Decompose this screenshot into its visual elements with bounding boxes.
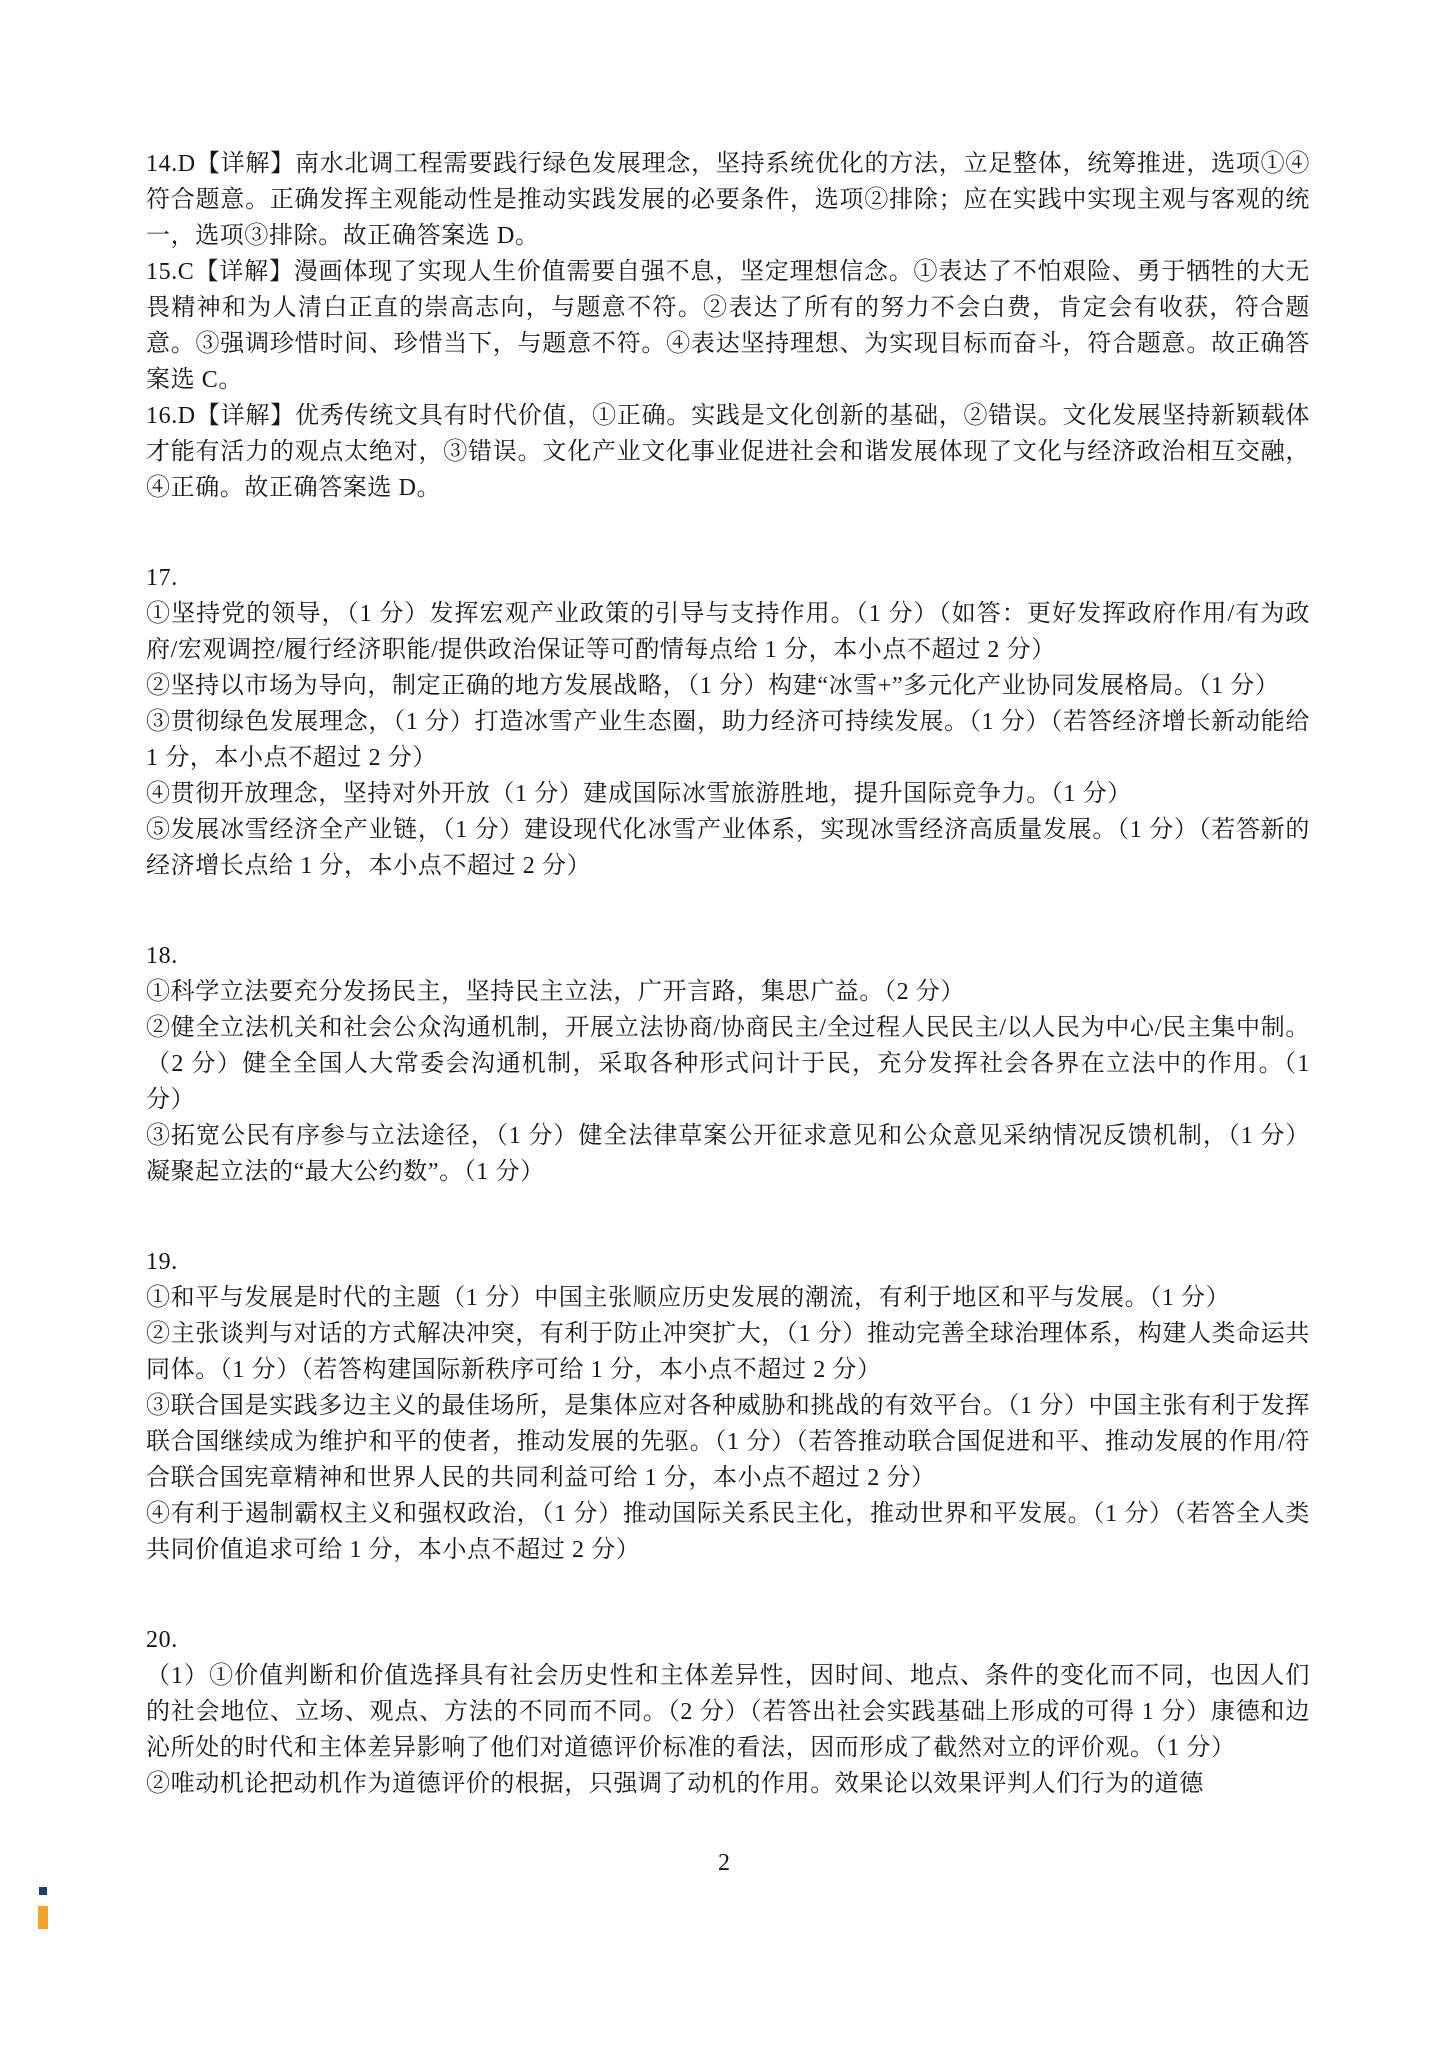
answer-paragraph: ②健全立法机关和社会公众沟通机制，开展立法协商/协商民主/全过程人民民主/以人民为中心/民主集中制。（2 分）健全全国人大常委会沟通机制，采取各种形式问计于民，充分发挥社会各界在立法中的作用。（1 分） — [146, 1015, 1310, 1113]
answer-section-17 — [146, 560, 1310, 884]
answer-paragraph: ①坚持党的领导，（1 分）发挥宏观产业政策的引导与支持作用。（1 分）（如答：更好发挥政府作用/有为政府/宏观调控/履行经济职能/提供政治保证等可酌情每点给 1 分，本小点不超过 2 分） — [146, 601, 1310, 663]
question-number-19: 19. — [146, 1249, 178, 1275]
answer-paragraph: （1）①价值判断和价值选择具有社会历史性和主体差异性，因时间、地点、条件的变化而不同，也因人们的社会地位、立场、观点、方法的不同而不同。（2 分）（若答出社会实践基础上形成的可得 1 分）康德和边沁所处的时代和主体差异影响了他们对道德评价标准的看法，因而形成了截然对立的评价观。（1 分） — [146, 1663, 1310, 1761]
answer-paragraph: ②主张谈判与对话的方式解决冲突，有利于防止冲突扩大，（1 分）推动完善全球治理体系，构建人类命运共同体。（1 分）（若答构建国际新秩序可给 1 分，本小点不超过 2 分） — [146, 1321, 1310, 1383]
answer-paragraph: ①科学立法要充分发扬民主，坚持民主立法，广开言路，集思广益。（2 分） — [146, 979, 965, 1005]
answer-paragraph: ④有利于遏制霸权主义和强权政治，（1 分）推动国际关系民主化，推动世界和平发展。（1 分）（若答全人类共同价值追求可给 1 分，本小点不超过 2 分） — [146, 1501, 1310, 1563]
answer-paragraph: ④贯彻开放理念，坚持对外开放（1 分）建成国际冰雪旅游胜地，提升国际竞争力。（1 分） — [146, 781, 1132, 807]
orange-bar-mark — [38, 1906, 48, 1929]
page-number: 2 — [718, 1850, 730, 1876]
answer-section-19 — [146, 1244, 1310, 1568]
answer-section-15 — [146, 254, 1310, 398]
answer-section-16 — [146, 398, 1310, 506]
answer-paragraph: ⑤发展冰雪经济全产业链，（1 分）建设现代化冰雪产业体系，实现冰雪经济高质量发展。（1 分）（若答新的经济增长点给 1 分，本小点不超过 2 分） — [146, 817, 1310, 879]
answer-section-14 — [146, 146, 1310, 254]
answer-section-18 — [146, 938, 1310, 1190]
question-number-18: 18. — [146, 943, 178, 969]
answer-paragraph: 14.D【详解】南水北调工程需要践行绿色发展理念，坚持系统优化的方法，立足整体，统筹推进，选项①④符合题意。正确发挥主观能动性是推动实践发展的必要条件，选项②排除；应在实践中实现主观与客观的统一，选项③排除。故正确答案选 D。 — [146, 151, 1310, 249]
answer-paragraph: ②唯动机论把动机作为道德评价的根据，只强调了动机的作用。效果论以效果评判人们行为的道德 — [146, 1771, 1204, 1797]
answer-section-20 — [146, 1622, 1310, 1802]
answer-paragraph: ③联合国是实践多边主义的最佳场所，是集体应对各种威胁和挑战的有效平台。（1 分）中国主张有利于发挥联合国继续成为维护和平的使者，推动发展的先驱。（1 分）（若答推动联合国促进和平、推动发展的作用/符合联合国宪章精神和世界人民的共同利益可给 1 分，本小点不超过 2 分） — [146, 1393, 1310, 1491]
blue-square-mark — [39, 1887, 47, 1895]
answer-document — [146, 146, 1310, 1802]
answer-paragraph: 16.D【详解】优秀传统文具有时代价值，①正确。实践是文化创新的基础，②错误。文化发展坚持新颖载体才能有活力的观点太绝对，③错误。文化产业文化事业促进社会和谐发展体现了文化与经济政治相互交融，④正确。故正确答案选 D。 — [146, 403, 1310, 501]
question-number-17: 17. — [146, 565, 178, 591]
answer-paragraph: ③拓宽公民有序参与立法途径，（1 分）健全法律草案公开征求意见和公众意见采纳情况反馈机制，（1 分）凝聚起立法的“最大公约数”。（1 分） — [146, 1123, 1310, 1185]
answer-paragraph: 15.C【详解】漫画体现了实现人生价值需要自强不息，坚定理想信念。①表达了不怕艰险、勇于牺牲的大无畏精神和为人清白正直的崇高志向，与题意不符。②表达了所有的努力不会白费，肯定会有收获，符合题意。③强调珍惜时间、珍惜当下，与题意不符。④表达坚持理想、为实现目标而奋斗，符合题意。故正确答案选 C。 — [146, 259, 1310, 393]
question-number-20: 20. — [146, 1627, 178, 1653]
answer-paragraph: ①和平与发展是时代的主题（1 分）中国主张顺应历史发展的潮流，有利于地区和平与发展。（1 分） — [146, 1285, 1231, 1311]
answer-paragraph: ②坚持以市场为导向，制定正确的地方发展战略，（1 分）构建“冰雪+”多元化产业协同发展格局。（1 分） — [146, 673, 1280, 699]
answer-paragraph: ③贯彻绿色发展理念，（1 分）打造冰雪产业生态圈，助力经济可持续发展。（1 分）（若答经济增长新动能给 1 分，本小点不超过 2 分） — [146, 709, 1310, 771]
